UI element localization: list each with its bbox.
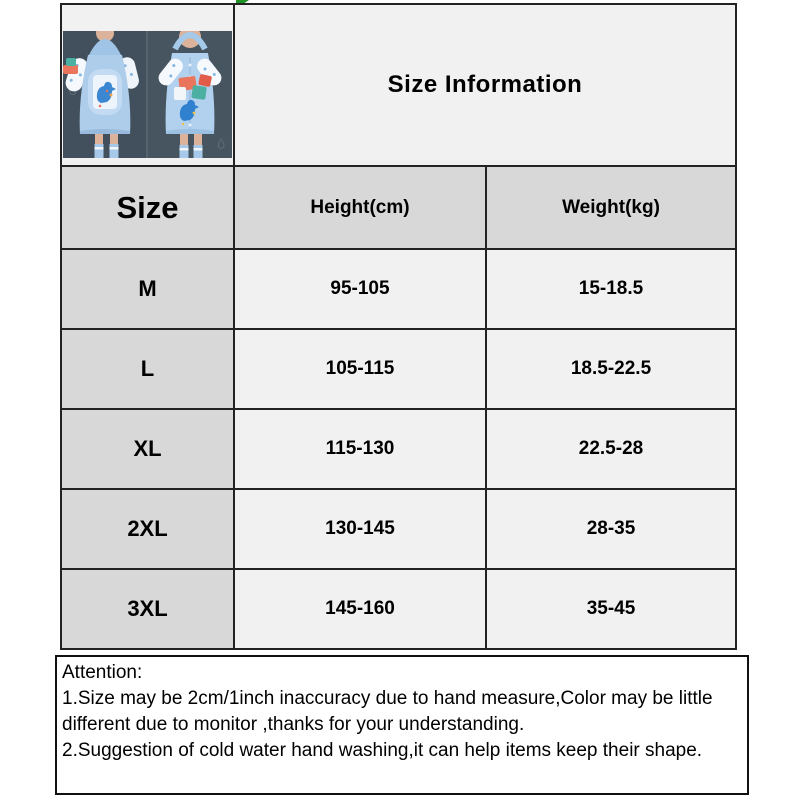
weight-value: 28-35 (486, 489, 736, 569)
weight-value: 35-45 (486, 569, 736, 649)
table-row-xl (61, 409, 736, 489)
column-header-size: Size (61, 166, 234, 249)
attention-line-1: 1.Size may be 2cm/1inch inaccuracy due to hand measure,Color may be little (62, 688, 713, 709)
weight-value: 18.5-22.5 (486, 329, 736, 409)
height-value: 105-115 (234, 329, 486, 409)
table-row-l (61, 329, 736, 409)
height-value: 115-130 (234, 409, 486, 489)
table-row-2xl (61, 489, 736, 569)
height-value: 130-145 (234, 489, 486, 569)
attention-line-2: 2.Suggestion of cold water hand washing,it can help items keep their shape. (62, 740, 703, 761)
size-label: L (61, 329, 234, 409)
height-value: 145-160 (234, 569, 486, 649)
weight-value: 22.5-28 (486, 409, 736, 489)
size-label: 2XL (61, 489, 234, 569)
table-row-3xl (61, 569, 736, 649)
height-value: 95-105 (234, 249, 486, 329)
attention-heading: Attention: (62, 662, 143, 683)
size-information-title: Size Information (234, 4, 736, 166)
raincoat-kids-photo-illustration (63, 31, 232, 158)
size-label: XL (61, 409, 234, 489)
weight-value: 15-18.5 (486, 249, 736, 329)
size-label: 3XL (61, 569, 234, 649)
product-photo (63, 31, 232, 158)
attention-note-box (55, 655, 749, 795)
product-photo-cell (61, 4, 234, 166)
photo-title-row (61, 4, 736, 166)
size-label: M (61, 249, 234, 329)
column-header-height: Height(cm) (234, 166, 486, 249)
table-header-row (61, 166, 736, 249)
table-row-m (61, 249, 736, 329)
column-header-weight: Weight(kg) (486, 166, 736, 249)
size-table (60, 3, 737, 650)
attention-line-1-cont: different due to monitor ,thanks for your understanding. (62, 714, 525, 735)
